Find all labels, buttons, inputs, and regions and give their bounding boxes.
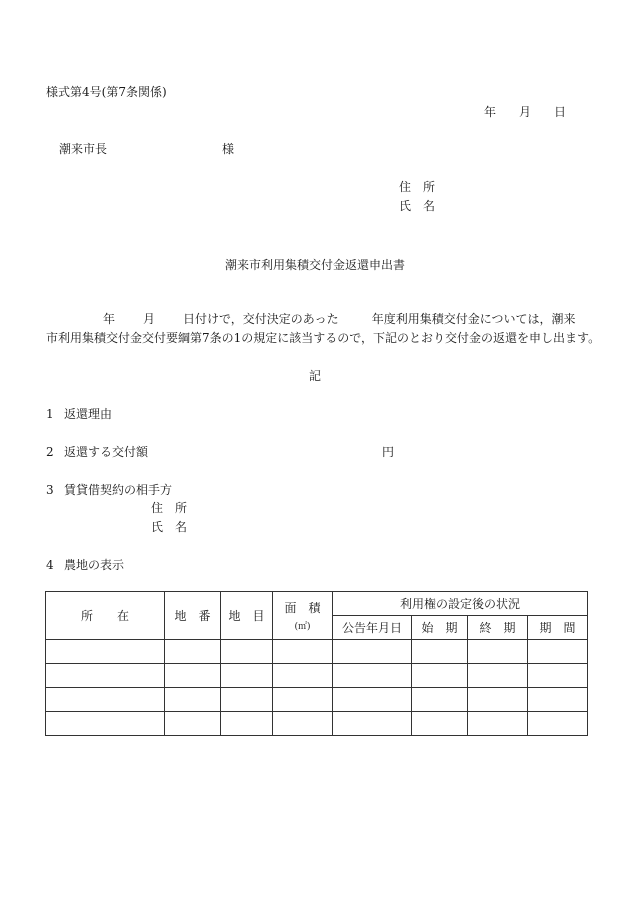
table-cell <box>165 712 221 736</box>
table-cell <box>412 712 468 736</box>
applicant-name-label: 氏 名 <box>399 199 436 213</box>
table-cell <box>165 664 221 688</box>
header-area-unit: (㎡) <box>294 622 311 632</box>
table-cell <box>333 640 412 664</box>
body-line-2: 市利用集積交付金交付要綱第7条の1の規定に該当するので，下記のとおり交付金の返還を申し出ます。 <box>46 331 601 345</box>
table-row <box>46 712 588 736</box>
item-2 <box>46 446 148 458</box>
item-3-number: 3 <box>46 483 54 497</box>
table-cell <box>165 688 221 712</box>
header-area <box>273 592 333 640</box>
date-day: 日 <box>554 105 567 119</box>
header-end: 終 期 <box>468 616 528 640</box>
table-cell <box>46 640 165 664</box>
item-3-address-label: 住 所 <box>151 501 188 515</box>
table-cell <box>221 664 273 688</box>
table-cell <box>221 640 273 664</box>
table-cell <box>273 640 333 664</box>
table-row <box>46 688 588 712</box>
header-start: 始 期 <box>412 616 468 640</box>
item-1-label: 返還理由 <box>64 407 113 421</box>
table-cell <box>528 640 588 664</box>
item-4 <box>46 559 124 571</box>
table-cell <box>333 712 412 736</box>
table-row <box>46 664 588 688</box>
header-status-group: 利用権の設定後の状況 <box>333 592 588 616</box>
table-cell <box>46 712 165 736</box>
header-period: 期 間 <box>528 616 588 640</box>
item-1-number: 1 <box>46 407 54 421</box>
addressee-honorific: 様 <box>222 142 235 156</box>
table-cell <box>528 664 588 688</box>
body-year: 年 <box>103 312 116 326</box>
table-cell <box>468 640 528 664</box>
table-cell <box>273 688 333 712</box>
table-cell <box>221 712 273 736</box>
table-cell <box>528 688 588 712</box>
item-3-label: 賃貸借契約の相手方 <box>64 483 173 497</box>
table-cell <box>273 712 333 736</box>
form-number: 様式第4号(第7条関係) <box>46 85 167 99</box>
header-lot-number: 地 番 <box>165 592 221 640</box>
item-1 <box>46 408 112 420</box>
table-cell <box>412 688 468 712</box>
item-3 <box>46 484 172 496</box>
table-cell <box>221 688 273 712</box>
table-cell <box>333 688 412 712</box>
table-cell <box>46 664 165 688</box>
date-year: 年 <box>484 105 497 119</box>
table-cell <box>468 688 528 712</box>
document-title: 潮来市利用集積交付金返還申出書 <box>224 258 405 272</box>
table-cell <box>412 640 468 664</box>
body-fiscal-text: 年度利用集積交付金については，潮来 <box>371 312 576 326</box>
table-cell <box>273 664 333 688</box>
farmland-table <box>45 591 588 736</box>
item-2-label: 返還する交付額 <box>64 445 149 459</box>
item-2-number: 2 <box>46 445 54 459</box>
table-cell <box>165 640 221 664</box>
body-month: 月 <box>143 312 156 326</box>
table-row <box>46 640 588 664</box>
ki-heading: 記 <box>308 369 321 383</box>
date-month: 月 <box>519 105 532 119</box>
header-location: 所 在 <box>46 592 165 640</box>
header-land-category: 地 目 <box>221 592 273 640</box>
header-announce-date: 公告年月日 <box>333 616 412 640</box>
table-cell <box>46 688 165 712</box>
table-cell <box>468 664 528 688</box>
header-area-label: 面 積 <box>284 601 321 615</box>
item-4-label: 農地の表示 <box>64 558 125 572</box>
table-cell <box>528 712 588 736</box>
table-cell <box>468 712 528 736</box>
date-line <box>484 106 566 118</box>
addressee-name: 潮来市長 <box>59 142 108 156</box>
table-cell <box>333 664 412 688</box>
table-cell <box>412 664 468 688</box>
applicant-address-label: 住 所 <box>399 180 436 194</box>
body-line-1 <box>103 313 575 325</box>
item-4-number: 4 <box>46 558 54 572</box>
body-day-text: 日付けで，交付決定のあった <box>183 312 339 326</box>
item-2-unit: 円 <box>382 445 395 459</box>
item-3-name-label: 氏 名 <box>151 520 188 534</box>
